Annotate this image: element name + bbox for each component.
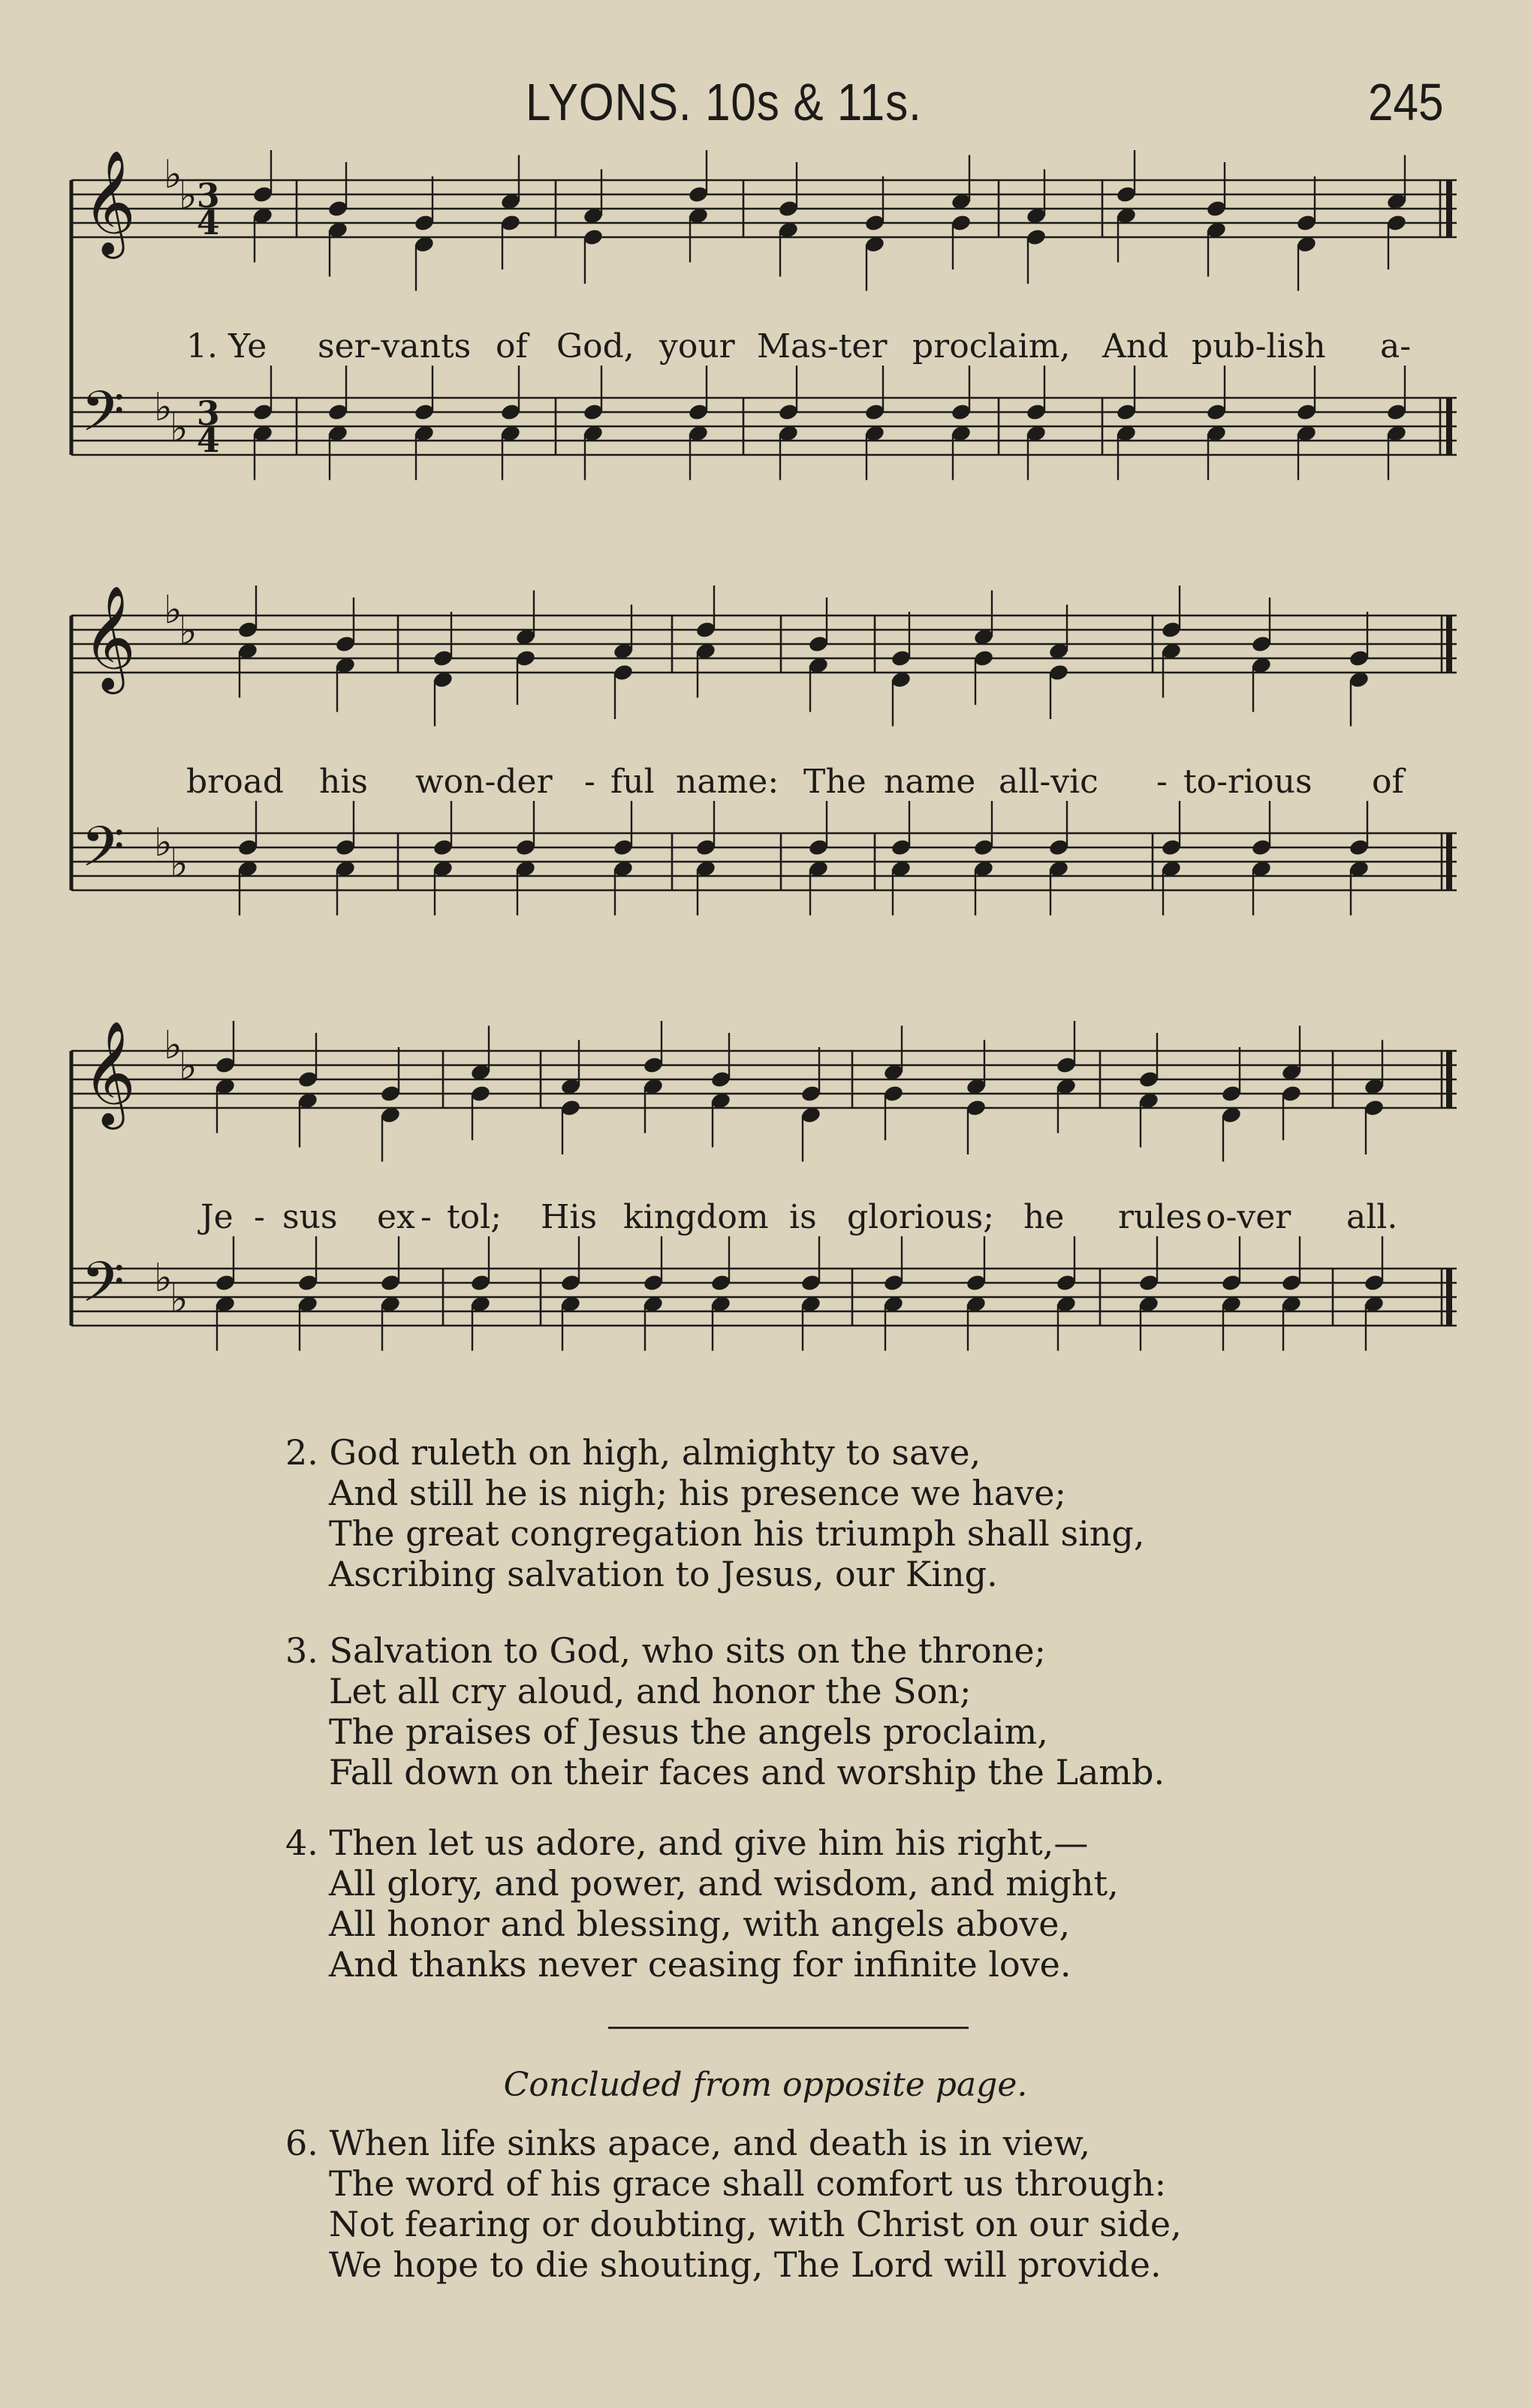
- concluded-note: Concluded from opposite page.: [503, 2066, 1028, 2104]
- bass-clef-icon: 𝄢: [81, 379, 125, 458]
- flat-icon: ♭: [170, 841, 188, 886]
- syllable: rules: [1118, 1198, 1203, 1236]
- lyrics-line-1: [0, 327, 1531, 372]
- stanza-line: And thanks never ceasing for infinite love.: [329, 1944, 1071, 1985]
- syllable: o-ver: [1206, 1198, 1291, 1236]
- syllable: broad: [186, 763, 285, 801]
- syllable: And: [1102, 327, 1169, 366]
- stanza-line: 2. God ruleth on high, almighty to save,: [285, 1432, 981, 1473]
- flat-icon: ♭: [154, 385, 173, 430]
- page-number: 245: [1368, 73, 1444, 131]
- syllable: all-vic: [999, 763, 1099, 801]
- music-system-1: [0, 150, 1531, 525]
- stanza-line: Fall down on their faces and worship the Lamb.: [329, 1752, 1165, 1792]
- stanza-line: All glory, and power, and wisdom, and might,: [329, 1863, 1119, 1904]
- hymn-title: LYONS. 10s & 11s.: [526, 73, 922, 131]
- music-system-2: [0, 585, 1531, 976]
- stanza-line: 4. Then let us adore, and give him his right,—: [285, 1823, 1089, 1863]
- flat-icon: ♭: [170, 1277, 188, 1322]
- stanza-4: [285, 1823, 1487, 1985]
- stanza-line: Not fearing or doubting, with Christ on our side,: [329, 2204, 1182, 2244]
- syllable: Mas-ter: [757, 327, 888, 366]
- stanza-3: [285, 1630, 1487, 1792]
- syllable: 1. Ye: [186, 327, 267, 366]
- stanza-line: 6. When life sinks apace, and death is in view,: [285, 2123, 1091, 2163]
- treble-clef-icon: 𝄞: [83, 150, 136, 254]
- syllable: ser-vants: [318, 327, 472, 366]
- end-bar: [1446, 833, 1452, 890]
- syllable: -: [1156, 763, 1168, 801]
- stanza-line: The great congregation his triumph shall sing,: [329, 1513, 1145, 1554]
- syllable: tol;: [447, 1198, 502, 1236]
- flat-icon: ♭: [179, 609, 197, 654]
- syllable: of: [1372, 763, 1404, 801]
- syllable: to-rious: [1183, 763, 1313, 801]
- time-signature-digit: 3: [197, 395, 220, 433]
- syllable: your: [659, 327, 735, 366]
- syllable: proclaim,: [912, 327, 1071, 366]
- syllable: name:: [676, 763, 779, 801]
- stanza-6: [285, 2123, 1487, 2285]
- end-bar: [1446, 180, 1452, 237]
- flat-icon: ♭: [164, 588, 182, 633]
- syllable: name: [884, 763, 976, 801]
- flat-icon: ♭: [170, 406, 188, 451]
- flat-icon: ♭: [179, 173, 197, 218]
- syllable: all.: [1346, 1198, 1398, 1236]
- stanza-line: All honor and blessing, with angels above,: [329, 1904, 1071, 1944]
- syllable: he: [1023, 1198, 1065, 1236]
- flat-icon: ♭: [179, 1044, 197, 1089]
- treble-clef-icon: 𝄞: [83, 585, 136, 690]
- syllable: His: [541, 1198, 598, 1236]
- syllable: kingdom: [623, 1198, 769, 1236]
- stanza-line: Let all cry aloud, and honor the Son;: [329, 1671, 972, 1711]
- syllable: -: [584, 763, 595, 801]
- syllable: sus: [282, 1198, 338, 1236]
- stanza-line: The praises of Jesus the angels proclaim,: [329, 1711, 1048, 1752]
- bass-clef-icon: 𝄢: [81, 814, 125, 893]
- syllable: glorious;: [847, 1198, 995, 1236]
- treble-clef-icon: 𝄞: [83, 1021, 136, 1125]
- stanza-line: The word of his grace shall comfort us through:: [329, 2163, 1167, 2204]
- syllable: won-der: [415, 763, 553, 801]
- flat-icon: ♭: [154, 820, 173, 865]
- bass-clef-icon: 𝄢: [81, 1250, 125, 1329]
- syllable: is: [789, 1198, 817, 1236]
- section-divider: [608, 2027, 969, 2029]
- syllable: -: [254, 1198, 265, 1236]
- stanza-2: [285, 1432, 1487, 1594]
- stanza-line: 3. Salvation to God, who sits on the throne;: [285, 1630, 1047, 1671]
- flat-icon: ♭: [154, 1256, 173, 1301]
- stanza-line: And still he is nigh; his presence we have;: [329, 1473, 1066, 1513]
- flat-icon: ♭: [164, 152, 182, 197]
- syllable: ful: [610, 763, 655, 801]
- time-signature-digit: 3: [197, 177, 220, 215]
- syllable: pub-lish: [1192, 327, 1326, 366]
- flat-icon: ♭: [164, 1023, 182, 1068]
- syllable: God,: [556, 327, 634, 366]
- music-system-3: [0, 1021, 1531, 1411]
- syllable: a-: [1380, 327, 1412, 366]
- syllable: The: [803, 763, 866, 801]
- syllable: Je: [200, 1198, 234, 1236]
- syllable: his: [319, 763, 368, 801]
- stanza-line: We hope to die shouting, The Lord will provide.: [329, 2244, 1162, 2285]
- time-signature-digit: 4: [197, 204, 220, 242]
- lyrics-line-3: [0, 1198, 1531, 1243]
- syllable: -: [420, 1198, 432, 1236]
- stanza-line: Ascribing salvation to Jesus, our King.: [329, 1554, 998, 1594]
- page-header: [0, 72, 1531, 140]
- end-bar: [1446, 616, 1452, 673]
- end-bar: [1446, 1269, 1452, 1326]
- lyrics-line-2: [0, 763, 1531, 808]
- syllable: ex: [377, 1198, 415, 1236]
- end-bar: [1446, 398, 1452, 455]
- syllable: of: [496, 327, 528, 366]
- end-bar: [1446, 1051, 1452, 1108]
- time-signature-digit: 4: [197, 422, 220, 460]
